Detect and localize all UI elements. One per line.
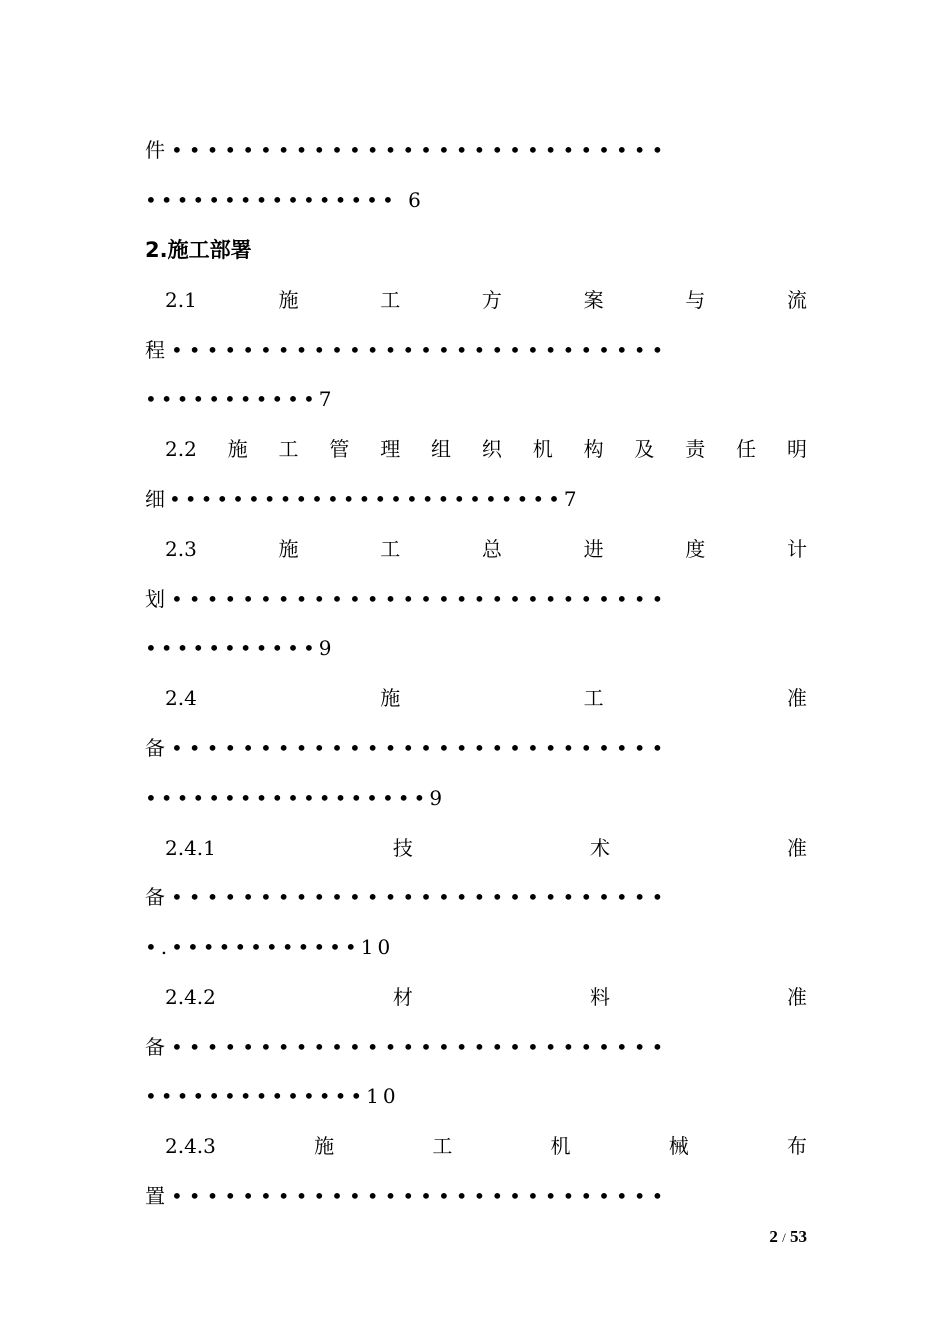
toc-line-part: 2.3	[165, 537, 197, 561]
toc-line-part: 及	[634, 437, 655, 461]
toc-line-part: 2.2	[165, 437, 197, 461]
toc-line-part: 组	[431, 437, 452, 461]
leader-dots: ••••••••••••••••••••••••••••	[171, 138, 670, 162]
toc-line	[145, 882, 807, 912]
toc-line-part: 施	[380, 686, 401, 710]
toc-line	[145, 1032, 807, 1062]
toc-line-part: 工	[278, 437, 299, 461]
toc-line-part: 施	[278, 288, 299, 312]
toc-line-part: 织	[481, 437, 502, 461]
toc-line-part: 流	[786, 288, 807, 312]
toc-line-part: 2.4.1	[165, 836, 216, 860]
toc-line-part: 料	[589, 985, 610, 1009]
leader-dots: ••••••••••••••••••••••••••••	[171, 587, 670, 611]
toc-line: ••••••••••••••10	[145, 1084, 400, 1108]
toc-line-part: 布	[786, 1134, 807, 1158]
leader-dots: ••••••••••••••••••••••••••••	[171, 1184, 670, 1208]
toc-line-part: 技	[392, 836, 413, 860]
leader-dots: ••••••••••••••••••••••••••••	[171, 1035, 670, 1059]
toc-line-part: 准	[786, 836, 807, 860]
toc-line-part: 2.4.3	[165, 1134, 216, 1158]
toc-line-part: 材	[392, 985, 413, 1009]
toc-line-part: 总	[481, 537, 502, 561]
toc-line: •.••••••••••••10	[145, 935, 395, 959]
toc-line-part: 案	[583, 288, 604, 312]
leader-dots: ••••••••••••••••••••••••••••	[171, 338, 670, 362]
toc-line-part: 明	[786, 437, 807, 461]
toc-line-part: 械	[668, 1134, 689, 1158]
toc-line-part: 任	[736, 437, 757, 461]
toc-line-part: 工	[432, 1134, 453, 1158]
toc-line-head: 置	[145, 1184, 165, 1208]
toc-line-part: 施	[278, 537, 299, 561]
toc-line-part: 管	[329, 437, 350, 461]
toc-line-part: 施	[227, 437, 248, 461]
toc-line: 细•••••••••••••••••••••••••7	[145, 487, 581, 511]
leader-dots: ••••••••••••••••••••••••••••	[171, 885, 670, 909]
toc-line	[145, 1131, 807, 1161]
toc-line-part: 责	[685, 437, 706, 461]
toc-line-part: 机	[532, 437, 553, 461]
section-heading: 2.施工部署	[145, 238, 252, 262]
toc-line-part: 2.4	[165, 686, 197, 710]
toc-line-part: 准	[786, 985, 807, 1009]
toc-line-part: 计	[786, 537, 807, 561]
toc-line-part: 构	[583, 437, 604, 461]
toc-line-part: 工	[583, 686, 604, 710]
page-number: 2 / 53	[769, 1227, 807, 1246]
toc-line-part: 准	[786, 686, 807, 710]
toc-line-part: 与	[685, 288, 706, 312]
toc-line-part: 理	[380, 437, 401, 461]
leader-dots: ••••••••••••••••••••••••••••	[171, 736, 670, 760]
toc-line-head: 备	[145, 1035, 165, 1059]
toc-line-head: 备	[145, 885, 165, 909]
toc-line-part: 度	[685, 537, 706, 561]
toc-line	[145, 534, 807, 564]
toc-line	[145, 335, 807, 365]
toc-line: •••••••••••7	[145, 387, 336, 411]
toc-line	[145, 1181, 807, 1211]
toc-line-part: 施	[314, 1134, 335, 1158]
toc-line-head: 程	[145, 338, 165, 362]
toc-line	[145, 285, 807, 315]
toc-line-part: 2.1	[165, 288, 197, 312]
toc-line	[145, 584, 807, 614]
toc-line: •••••••••••9	[145, 636, 336, 660]
toc-line-part: 方	[481, 288, 502, 312]
toc-line-head: 件	[145, 138, 165, 162]
toc-line-head: 备	[145, 736, 165, 760]
toc-line: ••••••••••••••••••9	[145, 786, 447, 810]
toc-line-part: 术	[589, 836, 610, 860]
toc-line: •••••••••••••••• 6	[145, 188, 425, 212]
toc-line-part: 工	[380, 288, 401, 312]
toc-line-part: 进	[583, 537, 604, 561]
toc-line	[145, 683, 807, 713]
toc-line-head: 划	[145, 587, 165, 611]
toc-line	[145, 434, 807, 464]
toc-line-part: 工	[380, 537, 401, 561]
toc-line	[145, 733, 807, 763]
toc-line	[145, 833, 807, 863]
toc-line-part: 2.4.2	[165, 985, 216, 1009]
toc-line-part: 机	[550, 1134, 571, 1158]
toc-line	[145, 982, 807, 1012]
toc-line	[145, 135, 807, 165]
